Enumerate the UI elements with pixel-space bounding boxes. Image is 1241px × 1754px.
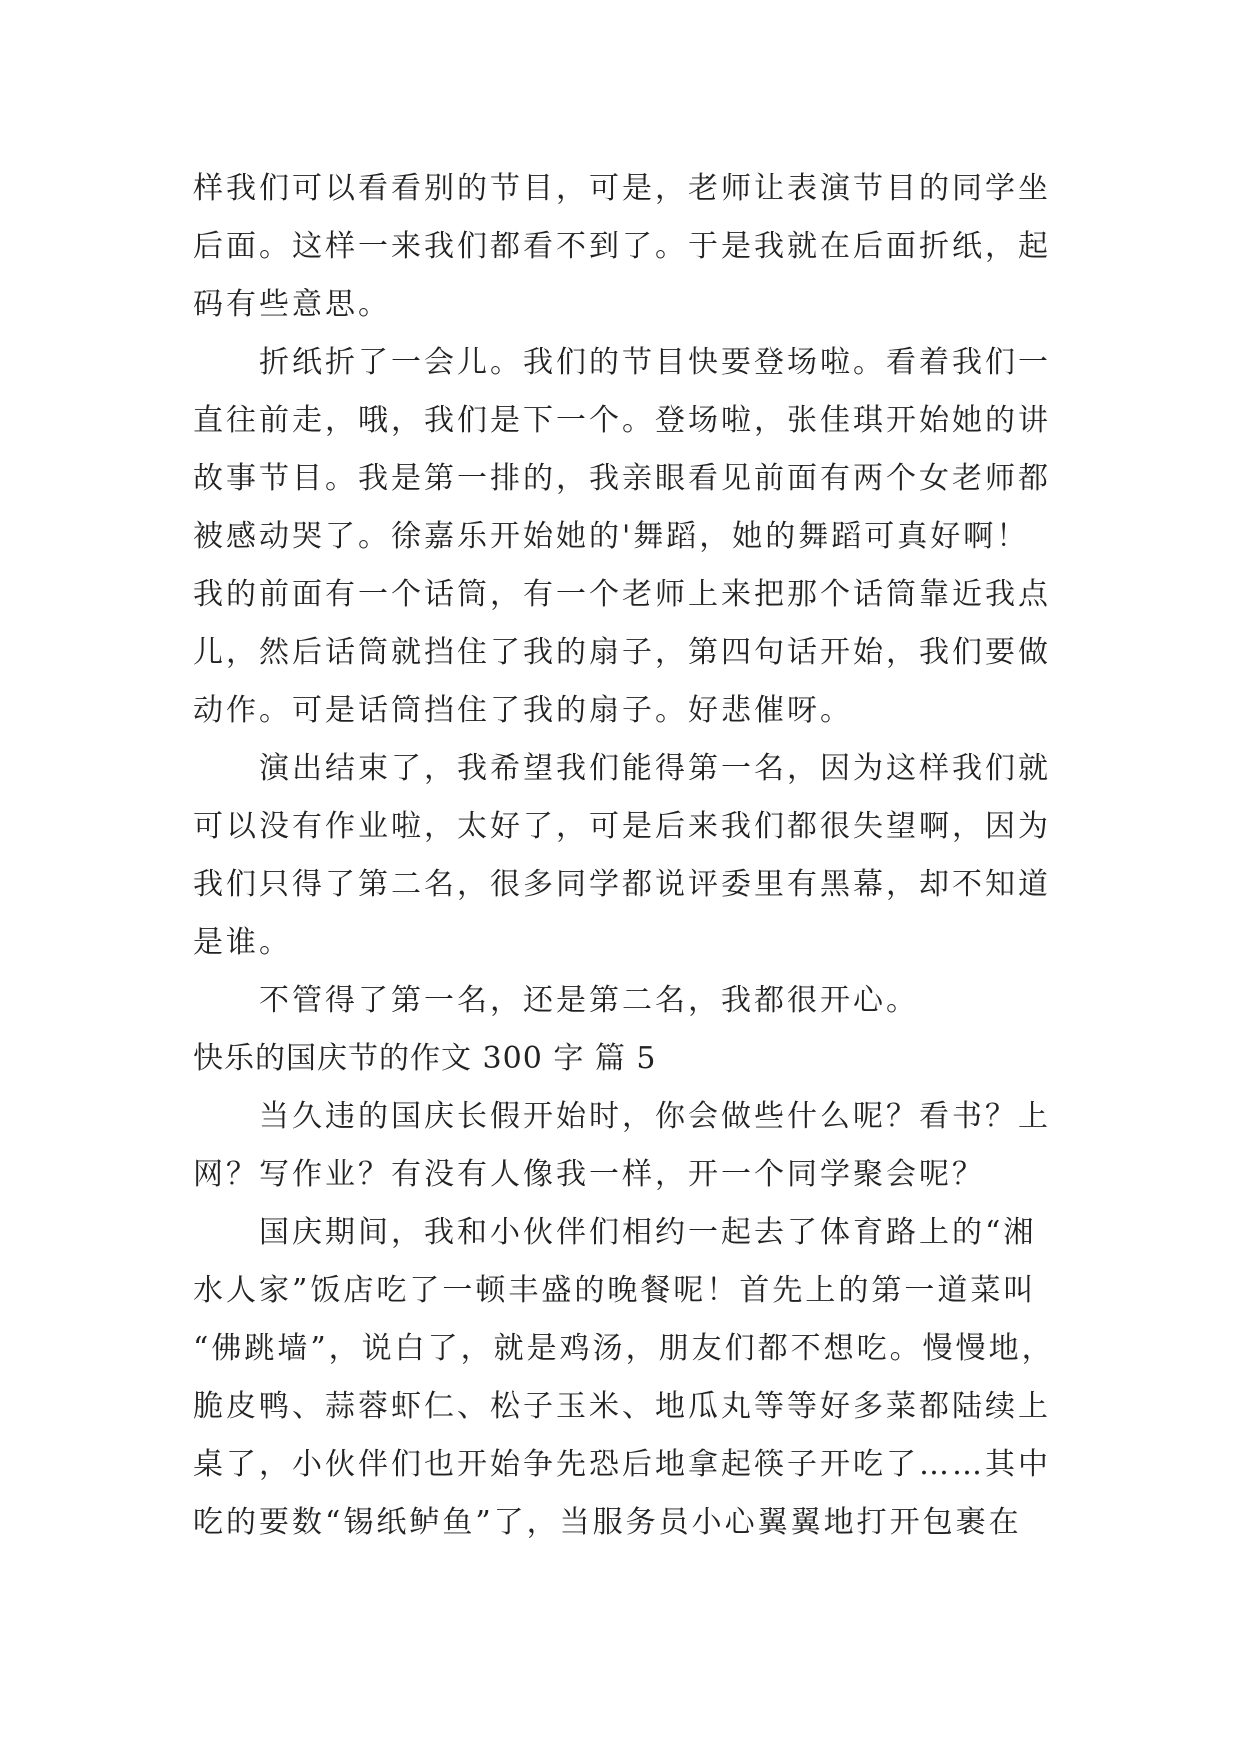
text-line: 动作。可是话筒挡住了我的扇子。好悲催呀。 <box>193 693 853 728</box>
paragraph-first-line: 不管得了第一名，还是第二名，我都很开心。 <box>259 983 919 1018</box>
text-line: 样我们可以看看别的节目，可是，老师让表演节目的同学坐 <box>193 171 1051 206</box>
text-line: 直往前走，哦，我们是下一个。登场啦，张佳琪开始她的讲 <box>193 403 1051 438</box>
text-line: 可以没有作业啦，太好了，可是后来我们都很失望啊，因为 <box>193 809 1051 844</box>
paragraph-first-line: 当久违的国庆长假开始时，你会做些什么呢？看书？上 <box>259 1099 1051 1134</box>
text-line: 是谁。 <box>193 925 292 960</box>
text-line: 后面。这样一来我们都看不到了。于是我就在后面折纸，起 <box>193 229 1051 264</box>
text-line: 被感动哭了。徐嘉乐开始她的'舞蹈，她的舞蹈可真好啊！ <box>193 519 1030 554</box>
section-heading: 快乐的国庆节的作文 300 字 篇 5 <box>193 1041 657 1076</box>
text-line: 码有些意思。 <box>193 287 391 322</box>
text-line: 儿，然后话筒就挡住了我的扇子，第四句话开始，我们要做 <box>193 635 1051 670</box>
paragraph-first-line: 折纸折了一会儿。我们的节目快要登场啦。看着我们一 <box>259 345 1051 380</box>
text-line: 故事节目。我是第一排的，我亲眼看见前面有两个女老师都 <box>193 461 1051 496</box>
text-line: 脆皮鸭、蒜蓉虾仁、松子玉米、地瓜丸等等好多菜都陆续上 <box>193 1389 1051 1424</box>
paragraph-first-line: 演出结束了，我希望我们能得第一名，因为这样我们就 <box>259 751 1051 786</box>
text-line: 桌了，小伙伴们也开始争先恐后地拿起筷子开吃了……其中 <box>193 1447 1051 1482</box>
document-page <box>193 160 1053 1552</box>
text-line: 我们只得了第二名，很多同学都说评委里有黑幕，却不知道 <box>193 867 1051 902</box>
text-line: 我的前面有一个话筒，有一个老师上来把那个话筒靠近我点 <box>193 577 1051 612</box>
paragraph-first-line: 国庆期间，我和小伙伴们相约一起去了体育路上的“湘 <box>259 1215 1037 1250</box>
text-line: 吃的要数“锡纸鲈鱼”了，当服务员小心翼翼地打开包裹在 <box>193 1505 1022 1540</box>
text-line: 水人家”饭店吃了一顿丰盛的晚餐呢！首先上的第一道菜叫 <box>193 1273 1037 1308</box>
text-line: “佛跳墙”，说白了，就是鸡汤，朋友们都不想吃。慢慢地， <box>193 1331 1055 1366</box>
text-line: 网？写作业？有没有人像我一样，开一个同学聚会呢？ <box>193 1157 985 1192</box>
